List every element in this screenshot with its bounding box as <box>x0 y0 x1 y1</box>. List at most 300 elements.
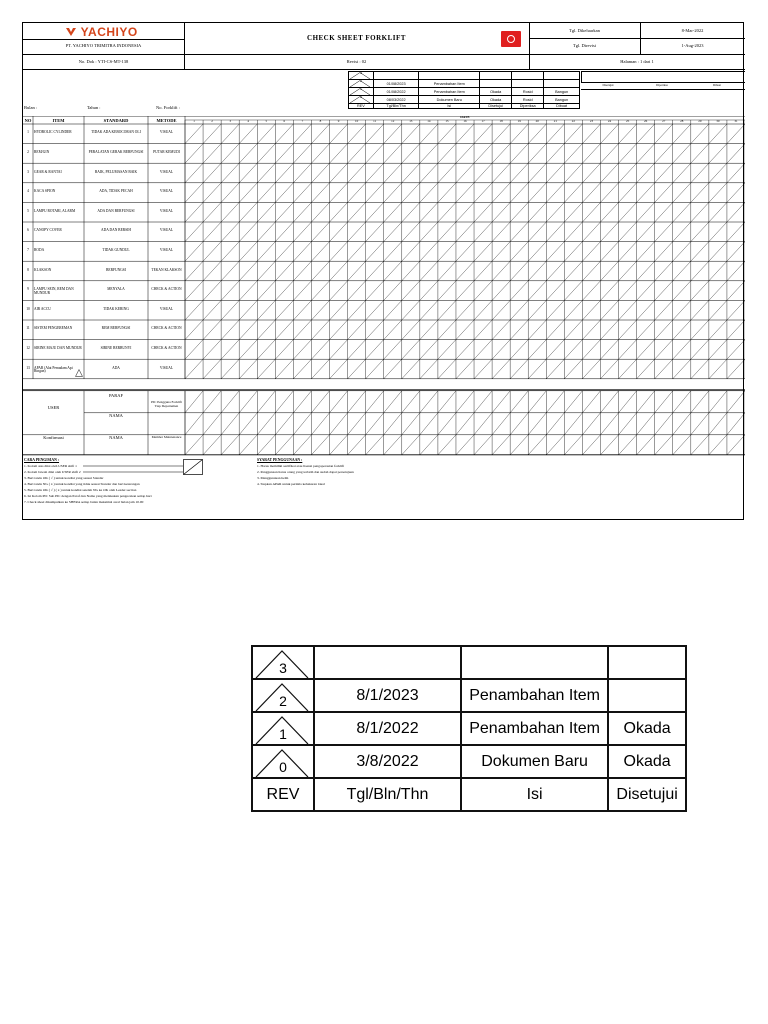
check-cell-diagonal[interactable] <box>600 183 618 203</box>
sign-cell-diagonal[interactable] <box>366 413 384 435</box>
check-cell-diagonal[interactable] <box>185 124 203 144</box>
check-cell-diagonal[interactable] <box>185 242 203 262</box>
check-cell-diagonal[interactable] <box>673 320 691 340</box>
check-cell-diagonal[interactable] <box>474 124 492 144</box>
check-cell-diagonal[interactable] <box>456 281 474 301</box>
check-cell-diagonal[interactable] <box>330 340 348 360</box>
check-cell-diagonal[interactable] <box>221 320 239 340</box>
sign-cell-diagonal[interactable] <box>727 435 745 455</box>
sign-cell-diagonal[interactable] <box>402 391 420 413</box>
check-cell-diagonal[interactable] <box>275 202 293 222</box>
check-cell-diagonal[interactable] <box>402 124 420 144</box>
check-cell-diagonal[interactable] <box>619 281 637 301</box>
check-cell-diagonal[interactable] <box>438 222 456 242</box>
check-cell-diagonal[interactable] <box>546 183 564 203</box>
check-cell-diagonal[interactable] <box>655 261 673 281</box>
check-cell-diagonal[interactable] <box>438 183 456 203</box>
check-cell-diagonal[interactable] <box>510 300 528 320</box>
check-cell-diagonal[interactable] <box>402 261 420 281</box>
check-cell-diagonal[interactable] <box>293 144 311 164</box>
sign-cell-diagonal[interactable] <box>474 413 492 435</box>
check-cell-diagonal[interactable] <box>474 281 492 301</box>
sign-cell-diagonal[interactable] <box>384 413 402 435</box>
check-cell-diagonal[interactable] <box>546 281 564 301</box>
check-cell-diagonal[interactable] <box>691 340 709 360</box>
check-cell-diagonal[interactable] <box>239 163 257 183</box>
sign-cell-diagonal[interactable] <box>330 413 348 435</box>
check-cell-diagonal[interactable] <box>546 359 564 379</box>
check-cell-diagonal[interactable] <box>311 144 329 164</box>
check-cell-diagonal[interactable] <box>637 183 655 203</box>
check-cell-diagonal[interactable] <box>330 183 348 203</box>
check-cell-diagonal[interactable] <box>619 183 637 203</box>
check-cell-diagonal[interactable] <box>474 320 492 340</box>
sign-cell-diagonal[interactable] <box>546 435 564 455</box>
check-cell-diagonal[interactable] <box>528 261 546 281</box>
sign-cell-diagonal[interactable] <box>582 391 600 413</box>
check-cell-diagonal[interactable] <box>402 163 420 183</box>
sign-cell-diagonal[interactable] <box>185 391 203 413</box>
check-cell-diagonal[interactable] <box>311 340 329 360</box>
check-cell-diagonal[interactable] <box>384 281 402 301</box>
check-cell-diagonal[interactable] <box>239 340 257 360</box>
check-cell-diagonal[interactable] <box>348 359 366 379</box>
check-cell-diagonal[interactable] <box>293 320 311 340</box>
check-cell-diagonal[interactable] <box>600 261 618 281</box>
check-cell-diagonal[interactable] <box>239 242 257 262</box>
check-cell-diagonal[interactable] <box>546 222 564 242</box>
check-cell-diagonal[interactable] <box>564 124 582 144</box>
check-cell-diagonal[interactable] <box>203 163 221 183</box>
check-cell-diagonal[interactable] <box>709 202 727 222</box>
check-cell-diagonal[interactable] <box>185 300 203 320</box>
check-cell-diagonal[interactable] <box>727 202 745 222</box>
check-cell-diagonal[interactable] <box>691 124 709 144</box>
sign-cell-diagonal[interactable] <box>655 413 673 435</box>
check-cell-diagonal[interactable] <box>600 242 618 262</box>
check-cell-diagonal[interactable] <box>673 281 691 301</box>
check-cell-diagonal[interactable] <box>456 183 474 203</box>
check-cell-diagonal[interactable] <box>546 300 564 320</box>
sign-cell-diagonal[interactable] <box>221 391 239 413</box>
check-cell-diagonal[interactable] <box>709 320 727 340</box>
sign-cell-diagonal[interactable] <box>384 391 402 413</box>
sign-cell-diagonal[interactable] <box>275 391 293 413</box>
check-cell-diagonal[interactable] <box>366 320 384 340</box>
check-cell-diagonal[interactable] <box>528 183 546 203</box>
sign-cell-diagonal[interactable] <box>546 413 564 435</box>
check-cell-diagonal[interactable] <box>366 144 384 164</box>
check-cell-diagonal[interactable] <box>311 183 329 203</box>
check-cell-diagonal[interactable] <box>546 340 564 360</box>
check-cell-diagonal[interactable] <box>564 300 582 320</box>
sign-cell-diagonal[interactable] <box>673 391 691 413</box>
check-cell-diagonal[interactable] <box>275 124 293 144</box>
sign-cell-diagonal[interactable] <box>366 391 384 413</box>
sign-cell-diagonal[interactable] <box>293 435 311 455</box>
check-cell-diagonal[interactable] <box>203 281 221 301</box>
check-cell-diagonal[interactable] <box>727 261 745 281</box>
check-cell-diagonal[interactable] <box>348 300 366 320</box>
check-cell-diagonal[interactable] <box>510 242 528 262</box>
check-cell-diagonal[interactable] <box>492 163 510 183</box>
check-cell-diagonal[interactable] <box>257 124 275 144</box>
check-cell-diagonal[interactable] <box>402 320 420 340</box>
check-cell-diagonal[interactable] <box>420 261 438 281</box>
check-cell-diagonal[interactable] <box>402 222 420 242</box>
check-cell-diagonal[interactable] <box>582 340 600 360</box>
check-cell-diagonal[interactable] <box>311 300 329 320</box>
check-cell-diagonal[interactable] <box>456 163 474 183</box>
sign-cell-diagonal[interactable] <box>438 413 456 435</box>
check-cell-diagonal[interactable] <box>293 163 311 183</box>
check-cell-diagonal[interactable] <box>727 163 745 183</box>
check-cell-diagonal[interactable] <box>348 320 366 340</box>
check-cell-diagonal[interactable] <box>528 124 546 144</box>
check-cell-diagonal[interactable] <box>311 163 329 183</box>
sign-cell-diagonal[interactable] <box>203 391 221 413</box>
check-cell-diagonal[interactable] <box>564 163 582 183</box>
check-cell-diagonal[interactable] <box>420 124 438 144</box>
sign-cell-diagonal[interactable] <box>420 391 438 413</box>
check-cell-diagonal[interactable] <box>221 124 239 144</box>
check-cell-diagonal[interactable] <box>239 222 257 242</box>
check-cell-diagonal[interactable] <box>637 124 655 144</box>
check-cell-diagonal[interactable] <box>510 320 528 340</box>
check-cell-diagonal[interactable] <box>655 359 673 379</box>
check-cell-diagonal[interactable] <box>492 359 510 379</box>
sign-cell-diagonal[interactable] <box>257 391 275 413</box>
bulan-field[interactable]: Bulan : <box>24 105 38 110</box>
sign-cell-diagonal[interactable] <box>239 435 257 455</box>
check-cell-diagonal[interactable] <box>492 300 510 320</box>
check-cell-diagonal[interactable] <box>691 163 709 183</box>
sign-cell-diagonal[interactable] <box>239 413 257 435</box>
check-cell-diagonal[interactable] <box>275 359 293 379</box>
check-cell-diagonal[interactable] <box>546 242 564 262</box>
check-cell-diagonal[interactable] <box>293 281 311 301</box>
check-cell-diagonal[interactable] <box>203 261 221 281</box>
check-cell-diagonal[interactable] <box>239 281 257 301</box>
check-cell-diagonal[interactable] <box>221 163 239 183</box>
check-cell-diagonal[interactable] <box>619 242 637 262</box>
check-cell-diagonal[interactable] <box>348 183 366 203</box>
check-cell-diagonal[interactable] <box>293 202 311 222</box>
check-cell-diagonal[interactable] <box>185 222 203 242</box>
check-cell-diagonal[interactable] <box>330 261 348 281</box>
sign-cell-diagonal[interactable] <box>709 391 727 413</box>
check-cell-diagonal[interactable] <box>528 242 546 262</box>
sign-cell-diagonal[interactable] <box>528 435 546 455</box>
check-cell-diagonal[interactable] <box>438 202 456 222</box>
check-cell-diagonal[interactable] <box>330 144 348 164</box>
check-cell-diagonal[interactable] <box>275 281 293 301</box>
check-cell-diagonal[interactable] <box>510 261 528 281</box>
check-cell-diagonal[interactable] <box>293 359 311 379</box>
check-cell-diagonal[interactable] <box>456 144 474 164</box>
check-cell-diagonal[interactable] <box>239 183 257 203</box>
check-cell-diagonal[interactable] <box>420 320 438 340</box>
check-cell-diagonal[interactable] <box>600 202 618 222</box>
check-cell-diagonal[interactable] <box>600 340 618 360</box>
sign-cell-diagonal[interactable] <box>709 435 727 455</box>
check-cell-diagonal[interactable] <box>402 359 420 379</box>
tahun-field[interactable]: Tahun : <box>87 105 101 110</box>
check-cell-diagonal[interactable] <box>619 300 637 320</box>
check-cell-diagonal[interactable] <box>492 124 510 144</box>
check-cell-diagonal[interactable] <box>510 281 528 301</box>
check-cell-diagonal[interactable] <box>221 183 239 203</box>
sign-cell-diagonal[interactable] <box>474 435 492 455</box>
check-cell-diagonal[interactable] <box>619 340 637 360</box>
check-cell-diagonal[interactable] <box>456 222 474 242</box>
sign-cell-diagonal[interactable] <box>492 413 510 435</box>
check-cell-diagonal[interactable] <box>582 281 600 301</box>
check-cell-diagonal[interactable] <box>709 281 727 301</box>
check-cell-diagonal[interactable] <box>582 320 600 340</box>
check-cell-diagonal[interactable] <box>257 163 275 183</box>
check-cell-diagonal[interactable] <box>330 320 348 340</box>
sign-cell-diagonal[interactable] <box>275 413 293 435</box>
check-cell-diagonal[interactable] <box>203 359 221 379</box>
check-cell-diagonal[interactable] <box>673 222 691 242</box>
sign-cell-diagonal[interactable] <box>582 435 600 455</box>
check-cell-diagonal[interactable] <box>366 124 384 144</box>
check-cell-diagonal[interactable] <box>438 242 456 262</box>
sign-cell-diagonal[interactable] <box>492 435 510 455</box>
check-cell-diagonal[interactable] <box>275 144 293 164</box>
check-cell-diagonal[interactable] <box>564 340 582 360</box>
check-cell-diagonal[interactable] <box>402 183 420 203</box>
check-cell-diagonal[interactable] <box>528 222 546 242</box>
check-cell-diagonal[interactable] <box>528 320 546 340</box>
check-cell-diagonal[interactable] <box>582 222 600 242</box>
check-cell-diagonal[interactable] <box>456 242 474 262</box>
check-cell-diagonal[interactable] <box>185 320 203 340</box>
check-cell-diagonal[interactable] <box>528 281 546 301</box>
sign-cell-diagonal[interactable] <box>564 435 582 455</box>
check-cell-diagonal[interactable] <box>727 124 745 144</box>
check-cell-diagonal[interactable] <box>600 300 618 320</box>
check-cell-diagonal[interactable] <box>185 202 203 222</box>
sign-cell-diagonal[interactable] <box>203 413 221 435</box>
check-cell-diagonal[interactable] <box>637 242 655 262</box>
check-cell-diagonal[interactable] <box>221 222 239 242</box>
check-cell-diagonal[interactable] <box>257 281 275 301</box>
check-cell-diagonal[interactable] <box>257 222 275 242</box>
check-cell-diagonal[interactable] <box>366 359 384 379</box>
sign-cell-diagonal[interactable] <box>600 391 618 413</box>
check-cell-diagonal[interactable] <box>185 359 203 379</box>
check-cell-diagonal[interactable] <box>420 340 438 360</box>
sign-cell-diagonal[interactable] <box>384 435 402 455</box>
check-cell-diagonal[interactable] <box>619 124 637 144</box>
check-cell-diagonal[interactable] <box>275 320 293 340</box>
check-cell-diagonal[interactable] <box>366 202 384 222</box>
check-cell-diagonal[interactable] <box>492 340 510 360</box>
check-cell-diagonal[interactable] <box>582 202 600 222</box>
check-cell-diagonal[interactable] <box>709 163 727 183</box>
check-cell-diagonal[interactable] <box>257 300 275 320</box>
check-cell-diagonal[interactable] <box>727 320 745 340</box>
check-cell-diagonal[interactable] <box>275 163 293 183</box>
check-cell-diagonal[interactable] <box>600 144 618 164</box>
check-cell-diagonal[interactable] <box>691 222 709 242</box>
check-cell-diagonal[interactable] <box>655 300 673 320</box>
check-cell-diagonal[interactable] <box>438 320 456 340</box>
check-cell-diagonal[interactable] <box>239 359 257 379</box>
check-cell-diagonal[interactable] <box>510 163 528 183</box>
check-cell-diagonal[interactable] <box>203 124 221 144</box>
check-cell-diagonal[interactable] <box>492 281 510 301</box>
check-cell-diagonal[interactable] <box>655 183 673 203</box>
check-cell-diagonal[interactable] <box>510 202 528 222</box>
sign-cell-diagonal[interactable] <box>239 391 257 413</box>
sign-cell-diagonal[interactable] <box>655 391 673 413</box>
check-cell-diagonal[interactable] <box>727 340 745 360</box>
check-cell-diagonal[interactable] <box>203 300 221 320</box>
check-cell-diagonal[interactable] <box>330 163 348 183</box>
check-cell-diagonal[interactable] <box>438 340 456 360</box>
check-cell-diagonal[interactable] <box>691 300 709 320</box>
check-cell-diagonal[interactable] <box>221 340 239 360</box>
sign-cell-diagonal[interactable] <box>203 435 221 455</box>
check-cell-diagonal[interactable] <box>727 359 745 379</box>
sign-cell-diagonal[interactable] <box>510 435 528 455</box>
sign-cell-diagonal[interactable] <box>275 435 293 455</box>
check-cell-diagonal[interactable] <box>293 242 311 262</box>
check-cell-diagonal[interactable] <box>637 359 655 379</box>
check-cell-diagonal[interactable] <box>420 183 438 203</box>
check-cell-diagonal[interactable] <box>221 359 239 379</box>
check-cell-diagonal[interactable] <box>221 300 239 320</box>
check-cell-diagonal[interactable] <box>293 261 311 281</box>
sign-cell-diagonal[interactable] <box>691 391 709 413</box>
sign-cell-diagonal[interactable] <box>619 391 637 413</box>
check-cell-diagonal[interactable] <box>691 320 709 340</box>
check-cell-diagonal[interactable] <box>528 163 546 183</box>
check-cell-diagonal[interactable] <box>438 163 456 183</box>
sign-cell-diagonal[interactable] <box>474 391 492 413</box>
check-cell-diagonal[interactable] <box>275 300 293 320</box>
check-cell-diagonal[interactable] <box>456 359 474 379</box>
check-cell-diagonal[interactable] <box>709 124 727 144</box>
check-cell-diagonal[interactable] <box>600 281 618 301</box>
check-cell-diagonal[interactable] <box>655 222 673 242</box>
check-cell-diagonal[interactable] <box>239 320 257 340</box>
check-cell-diagonal[interactable] <box>582 359 600 379</box>
check-cell-diagonal[interactable] <box>492 320 510 340</box>
sign-cell-diagonal[interactable] <box>546 391 564 413</box>
check-cell-diagonal[interactable] <box>420 163 438 183</box>
check-cell-diagonal[interactable] <box>456 202 474 222</box>
check-cell-diagonal[interactable] <box>691 281 709 301</box>
check-cell-diagonal[interactable] <box>474 340 492 360</box>
check-cell-diagonal[interactable] <box>366 183 384 203</box>
check-cell-diagonal[interactable] <box>619 320 637 340</box>
check-cell-diagonal[interactable] <box>619 163 637 183</box>
check-cell-diagonal[interactable] <box>239 202 257 222</box>
check-cell-diagonal[interactable] <box>348 124 366 144</box>
check-cell-diagonal[interactable] <box>709 261 727 281</box>
sign-cell-diagonal[interactable] <box>510 413 528 435</box>
check-cell-diagonal[interactable] <box>474 163 492 183</box>
check-cell-diagonal[interactable] <box>528 340 546 360</box>
check-cell-diagonal[interactable] <box>637 281 655 301</box>
check-cell-diagonal[interactable] <box>293 222 311 242</box>
check-cell-diagonal[interactable] <box>691 359 709 379</box>
check-cell-diagonal[interactable] <box>709 340 727 360</box>
check-cell-diagonal[interactable] <box>673 163 691 183</box>
check-cell-diagonal[interactable] <box>528 300 546 320</box>
check-cell-diagonal[interactable] <box>275 183 293 203</box>
check-cell-diagonal[interactable] <box>582 300 600 320</box>
check-cell-diagonal[interactable] <box>203 242 221 262</box>
check-cell-diagonal[interactable] <box>492 144 510 164</box>
check-cell-diagonal[interactable] <box>311 320 329 340</box>
check-cell-diagonal[interactable] <box>564 183 582 203</box>
check-cell-diagonal[interactable] <box>709 222 727 242</box>
check-cell-diagonal[interactable] <box>619 359 637 379</box>
check-cell-diagonal[interactable] <box>203 202 221 222</box>
check-cell-diagonal[interactable] <box>637 300 655 320</box>
check-cell-diagonal[interactable] <box>311 281 329 301</box>
check-cell-diagonal[interactable] <box>275 261 293 281</box>
check-cell-diagonal[interactable] <box>546 320 564 340</box>
check-cell-diagonal[interactable] <box>330 124 348 144</box>
check-cell-diagonal[interactable] <box>673 359 691 379</box>
check-cell-diagonal[interactable] <box>420 222 438 242</box>
sign-cell-diagonal[interactable] <box>311 413 329 435</box>
check-cell-diagonal[interactable] <box>528 202 546 222</box>
check-cell-diagonal[interactable] <box>221 242 239 262</box>
check-cell-diagonal[interactable] <box>546 124 564 144</box>
check-cell-diagonal[interactable] <box>456 124 474 144</box>
check-cell-diagonal[interactable] <box>492 222 510 242</box>
sign-cell-diagonal[interactable] <box>348 391 366 413</box>
sign-cell-diagonal[interactable] <box>456 391 474 413</box>
check-cell-diagonal[interactable] <box>637 144 655 164</box>
check-cell-diagonal[interactable] <box>582 124 600 144</box>
check-cell-diagonal[interactable] <box>275 242 293 262</box>
check-cell-diagonal[interactable] <box>384 320 402 340</box>
check-cell-diagonal[interactable] <box>185 261 203 281</box>
check-cell-diagonal[interactable] <box>420 202 438 222</box>
check-cell-diagonal[interactable] <box>492 261 510 281</box>
check-cell-diagonal[interactable] <box>348 281 366 301</box>
sign-cell-diagonal[interactable] <box>293 413 311 435</box>
check-cell-diagonal[interactable] <box>673 183 691 203</box>
check-cell-diagonal[interactable] <box>564 222 582 242</box>
check-cell-diagonal[interactable] <box>600 163 618 183</box>
check-cell-diagonal[interactable] <box>600 222 618 242</box>
check-cell-diagonal[interactable] <box>727 300 745 320</box>
sign-cell-diagonal[interactable] <box>564 391 582 413</box>
check-cell-diagonal[interactable] <box>600 320 618 340</box>
sign-cell-diagonal[interactable] <box>185 435 203 455</box>
check-cell-diagonal[interactable] <box>456 261 474 281</box>
sign-cell-diagonal[interactable] <box>673 413 691 435</box>
check-cell-diagonal[interactable] <box>691 261 709 281</box>
check-cell-diagonal[interactable] <box>438 261 456 281</box>
sign-cell-diagonal[interactable] <box>564 413 582 435</box>
check-cell-diagonal[interactable] <box>673 202 691 222</box>
sign-cell-diagonal[interactable] <box>420 413 438 435</box>
check-cell-diagonal[interactable] <box>474 359 492 379</box>
check-cell-diagonal[interactable] <box>384 340 402 360</box>
check-cell-diagonal[interactable] <box>384 261 402 281</box>
check-cell-diagonal[interactable] <box>366 281 384 301</box>
